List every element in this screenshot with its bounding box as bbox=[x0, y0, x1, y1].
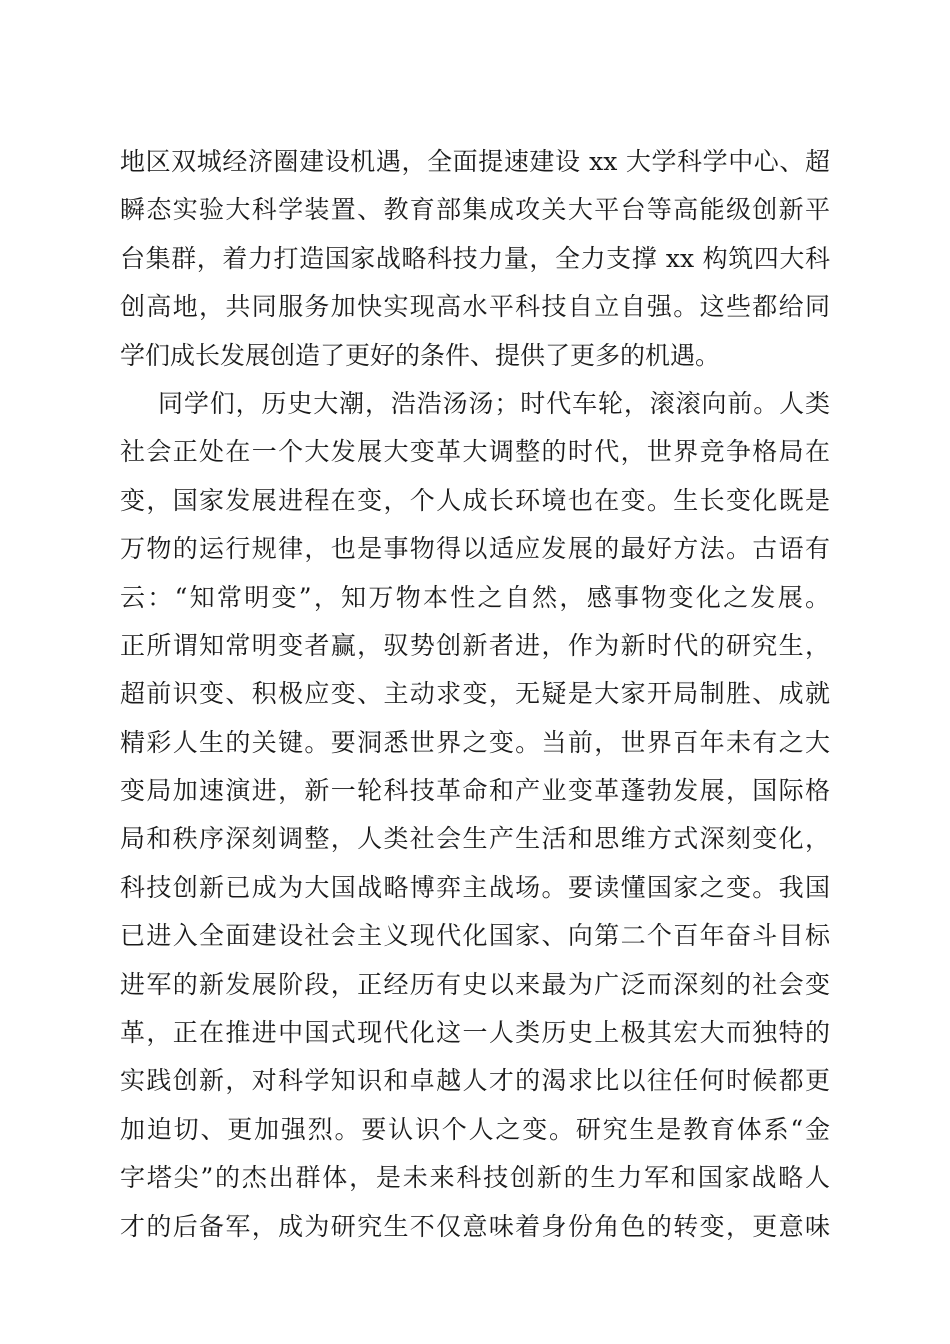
text-line: 精彩人生的关键。要洞悉世界之变。当前，世界百年未有之大 bbox=[120, 727, 830, 757]
text-line: 变，国家发展进程在变，个人成长环境也在变。生长变化既是 bbox=[120, 485, 830, 515]
paragraph-1 bbox=[120, 138, 830, 380]
text-line: 字塔尖”的杰出群体，是未来科技创新的生力军和国家战略人 bbox=[120, 1163, 830, 1193]
text-line: 已进入全面建设社会主义现代化国家、向第二个百年奋斗目标 bbox=[120, 921, 830, 951]
text-line: 正所谓知常明变者赢，驭势创新者进，作为新时代的研究生， bbox=[120, 630, 830, 660]
text-line: 局和秩序深刻调整，人类社会生产生活和思维方式深刻变化， bbox=[120, 824, 830, 854]
text-line: 加迫切、更加强烈。要认识个人之变。研究生是教育体系“金 bbox=[120, 1114, 830, 1144]
paragraph-2 bbox=[120, 380, 830, 1251]
text-line: 万物的运行规律，也是事物得以适应发展的最好方法。古语有 bbox=[120, 534, 830, 564]
text-line: 台集群，着力打造国家战略科技力量，全力支撑 xx 构筑四大科 bbox=[120, 243, 830, 273]
text-line: 瞬态实验大科学装置、教育部集成攻关大平台等高能级创新平 bbox=[120, 195, 830, 225]
text-line: 地区双城经济圈建设机遇，全面提速建设 xx 大学科学中心、超 bbox=[120, 147, 830, 176]
text-line: 超前识变、积极应变、主动求变，无疑是大家开局制胜、成就 bbox=[120, 679, 830, 709]
text-line: 实践创新，对科学知识和卓越人才的渴求比以往任何时候都更 bbox=[120, 1066, 830, 1096]
text-line: 同学们，历史大潮，浩浩汤汤；时代车轮，滚滚向前。人类 bbox=[158, 388, 830, 418]
text-line: 才的后备军，成为研究生不仅意味着身份角色的转变，更意味 bbox=[120, 1211, 830, 1241]
text-line: 科技创新已成为大国战略博弈主战场。要读懂国家之变。我国 bbox=[120, 872, 830, 902]
text-line: 进军的新发展阶段，正经历有史以来最为广泛而深刻的社会变 bbox=[120, 969, 830, 999]
text-line: 革，正在推进中国式现代化这一人类历史上极其宏大而独特的 bbox=[120, 1018, 830, 1048]
text-line: 云：“知常明变”，知万物本性之自然，感事物变化之发展。 bbox=[120, 582, 830, 612]
text-line: 社会正处在一个大发展大变革大调整的时代，世界竞争格局在 bbox=[120, 437, 830, 467]
text-line: 学们成长发展创造了更好的条件、提供了更多的机遇。 bbox=[120, 340, 721, 370]
text-line: 变局加速演进，新一轮科技革命和产业变革蓬勃发展，国际格 bbox=[120, 776, 830, 806]
text-line: 创高地，共同服务加快实现高水平科技自立自强。这些都给同 bbox=[120, 292, 830, 322]
body-text bbox=[120, 138, 830, 1251]
